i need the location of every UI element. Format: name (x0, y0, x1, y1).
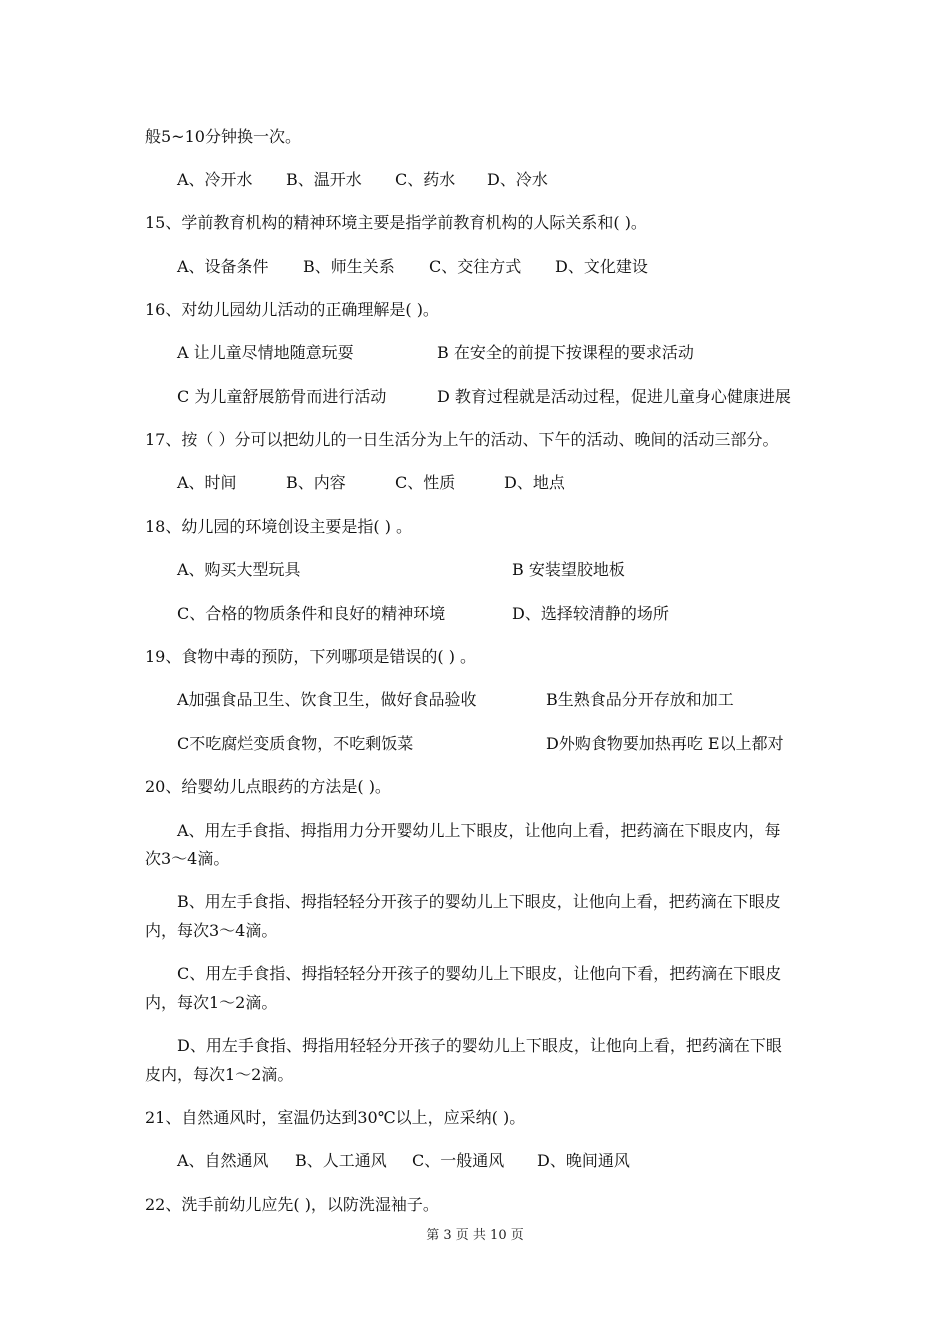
option-d: D、冷水 (487, 170, 548, 189)
option-a: A、用左手食指、拇指用力分开婴幼儿上下眼皮，让他向上看，把药滴在下眼皮内，每 (177, 821, 781, 840)
option-a: A、自然通风 (177, 1151, 269, 1170)
option-d: D、晚间通风 (537, 1151, 630, 1170)
question-15: 15、学前教育机构的精神环境主要是指学前教育机构的人际关系和( )。 (145, 213, 647, 232)
option-c: C、药水 (395, 170, 456, 189)
option-c: C、用左手食指、拇指轻轻分开孩子的婴幼儿上下眼皮，让他向下看，把药滴在下眼皮 (177, 964, 782, 983)
option-b: B、温开水 (286, 170, 362, 189)
option-a: A、冷开水 (177, 170, 253, 189)
option-a-continued: 次3～4滴。 (145, 849, 230, 868)
option-c: C、一般通风 (412, 1151, 505, 1170)
question-21: 21、自然通风时，室温仍达到30℃以上，应采纳( )。 (145, 1108, 526, 1127)
question-22: 22、洗手前幼儿应先( )，以防洗湿袖子。 (145, 1195, 439, 1214)
option-b: B、人工通风 (295, 1151, 387, 1170)
option-c-continued: 内，每次1～2滴。 (145, 993, 278, 1012)
option-d: D、文化建设 (555, 257, 648, 276)
question-19: 19、食物中毒的预防，下列哪项是错误的( ) 。 (145, 647, 477, 666)
page-number-footer: 第 3 页 共 10 页 (426, 1228, 524, 1243)
option-d: D外购食物要加热再吃 E以上都对 (546, 734, 784, 753)
option-b: B、内容 (286, 473, 346, 492)
option-d: D 教育过程就是活动过程，促进儿童身心健康进展 (437, 387, 791, 406)
option-c: C、性质 (395, 473, 456, 492)
question-17: 17、按（ ）分可以把幼儿的一日生活分为上午的活动、下午的活动、晚间的活动三部分。 (145, 430, 779, 449)
option-c: C 为儿童舒展筋骨而进行活动 (177, 387, 387, 406)
option-d: D、选择较清静的场所 (512, 604, 669, 623)
option-a: A 让儿童尽情地随意玩耍 (177, 343, 354, 362)
option-c: C、交往方式 (429, 257, 522, 276)
question-16: 16、对幼儿园幼儿活动的正确理解是( )。 (145, 300, 439, 319)
option-b: B、师生关系 (303, 257, 395, 276)
option-d-continued: 皮内，每次1～2滴。 (145, 1065, 294, 1084)
question-20: 20、给婴幼儿点眼药的方法是( )。 (145, 777, 391, 796)
option-b: B、用左手食指、拇指轻轻分开孩子的婴幼儿上下眼皮，让他向上看，把药滴在下眼皮 (177, 892, 781, 911)
option-d: D、地点 (504, 473, 565, 492)
question-18: 18、幼儿园的环境创设主要是指( ) 。 (145, 517, 413, 536)
text-line: 般5~10分钟换一次。 (145, 127, 301, 146)
option-a: A、时间 (177, 473, 237, 492)
option-d: D、用左手食指、拇指用轻轻分开孩子的婴幼儿上下眼皮，让他向上看，把药滴在下眼 (177, 1036, 782, 1055)
option-c: C不吃腐烂变质食物，不吃剩饭菜 (177, 734, 414, 753)
option-b: B 在安全的前提下按课程的要求活动 (437, 343, 694, 362)
option-a: A加强食品卫生、饮食卫生，做好食品验收 (177, 690, 477, 709)
option-b: B生熟食品分开存放和加工 (546, 690, 734, 709)
option-a: A、设备条件 (177, 257, 269, 276)
option-b-continued: 内，每次3～4滴。 (145, 921, 278, 940)
option-a: A、购买大型玩具 (177, 560, 301, 579)
option-b: B 安装望胶地板 (512, 560, 625, 579)
option-c: C、合格的物质条件和良好的精神环境 (177, 604, 446, 623)
